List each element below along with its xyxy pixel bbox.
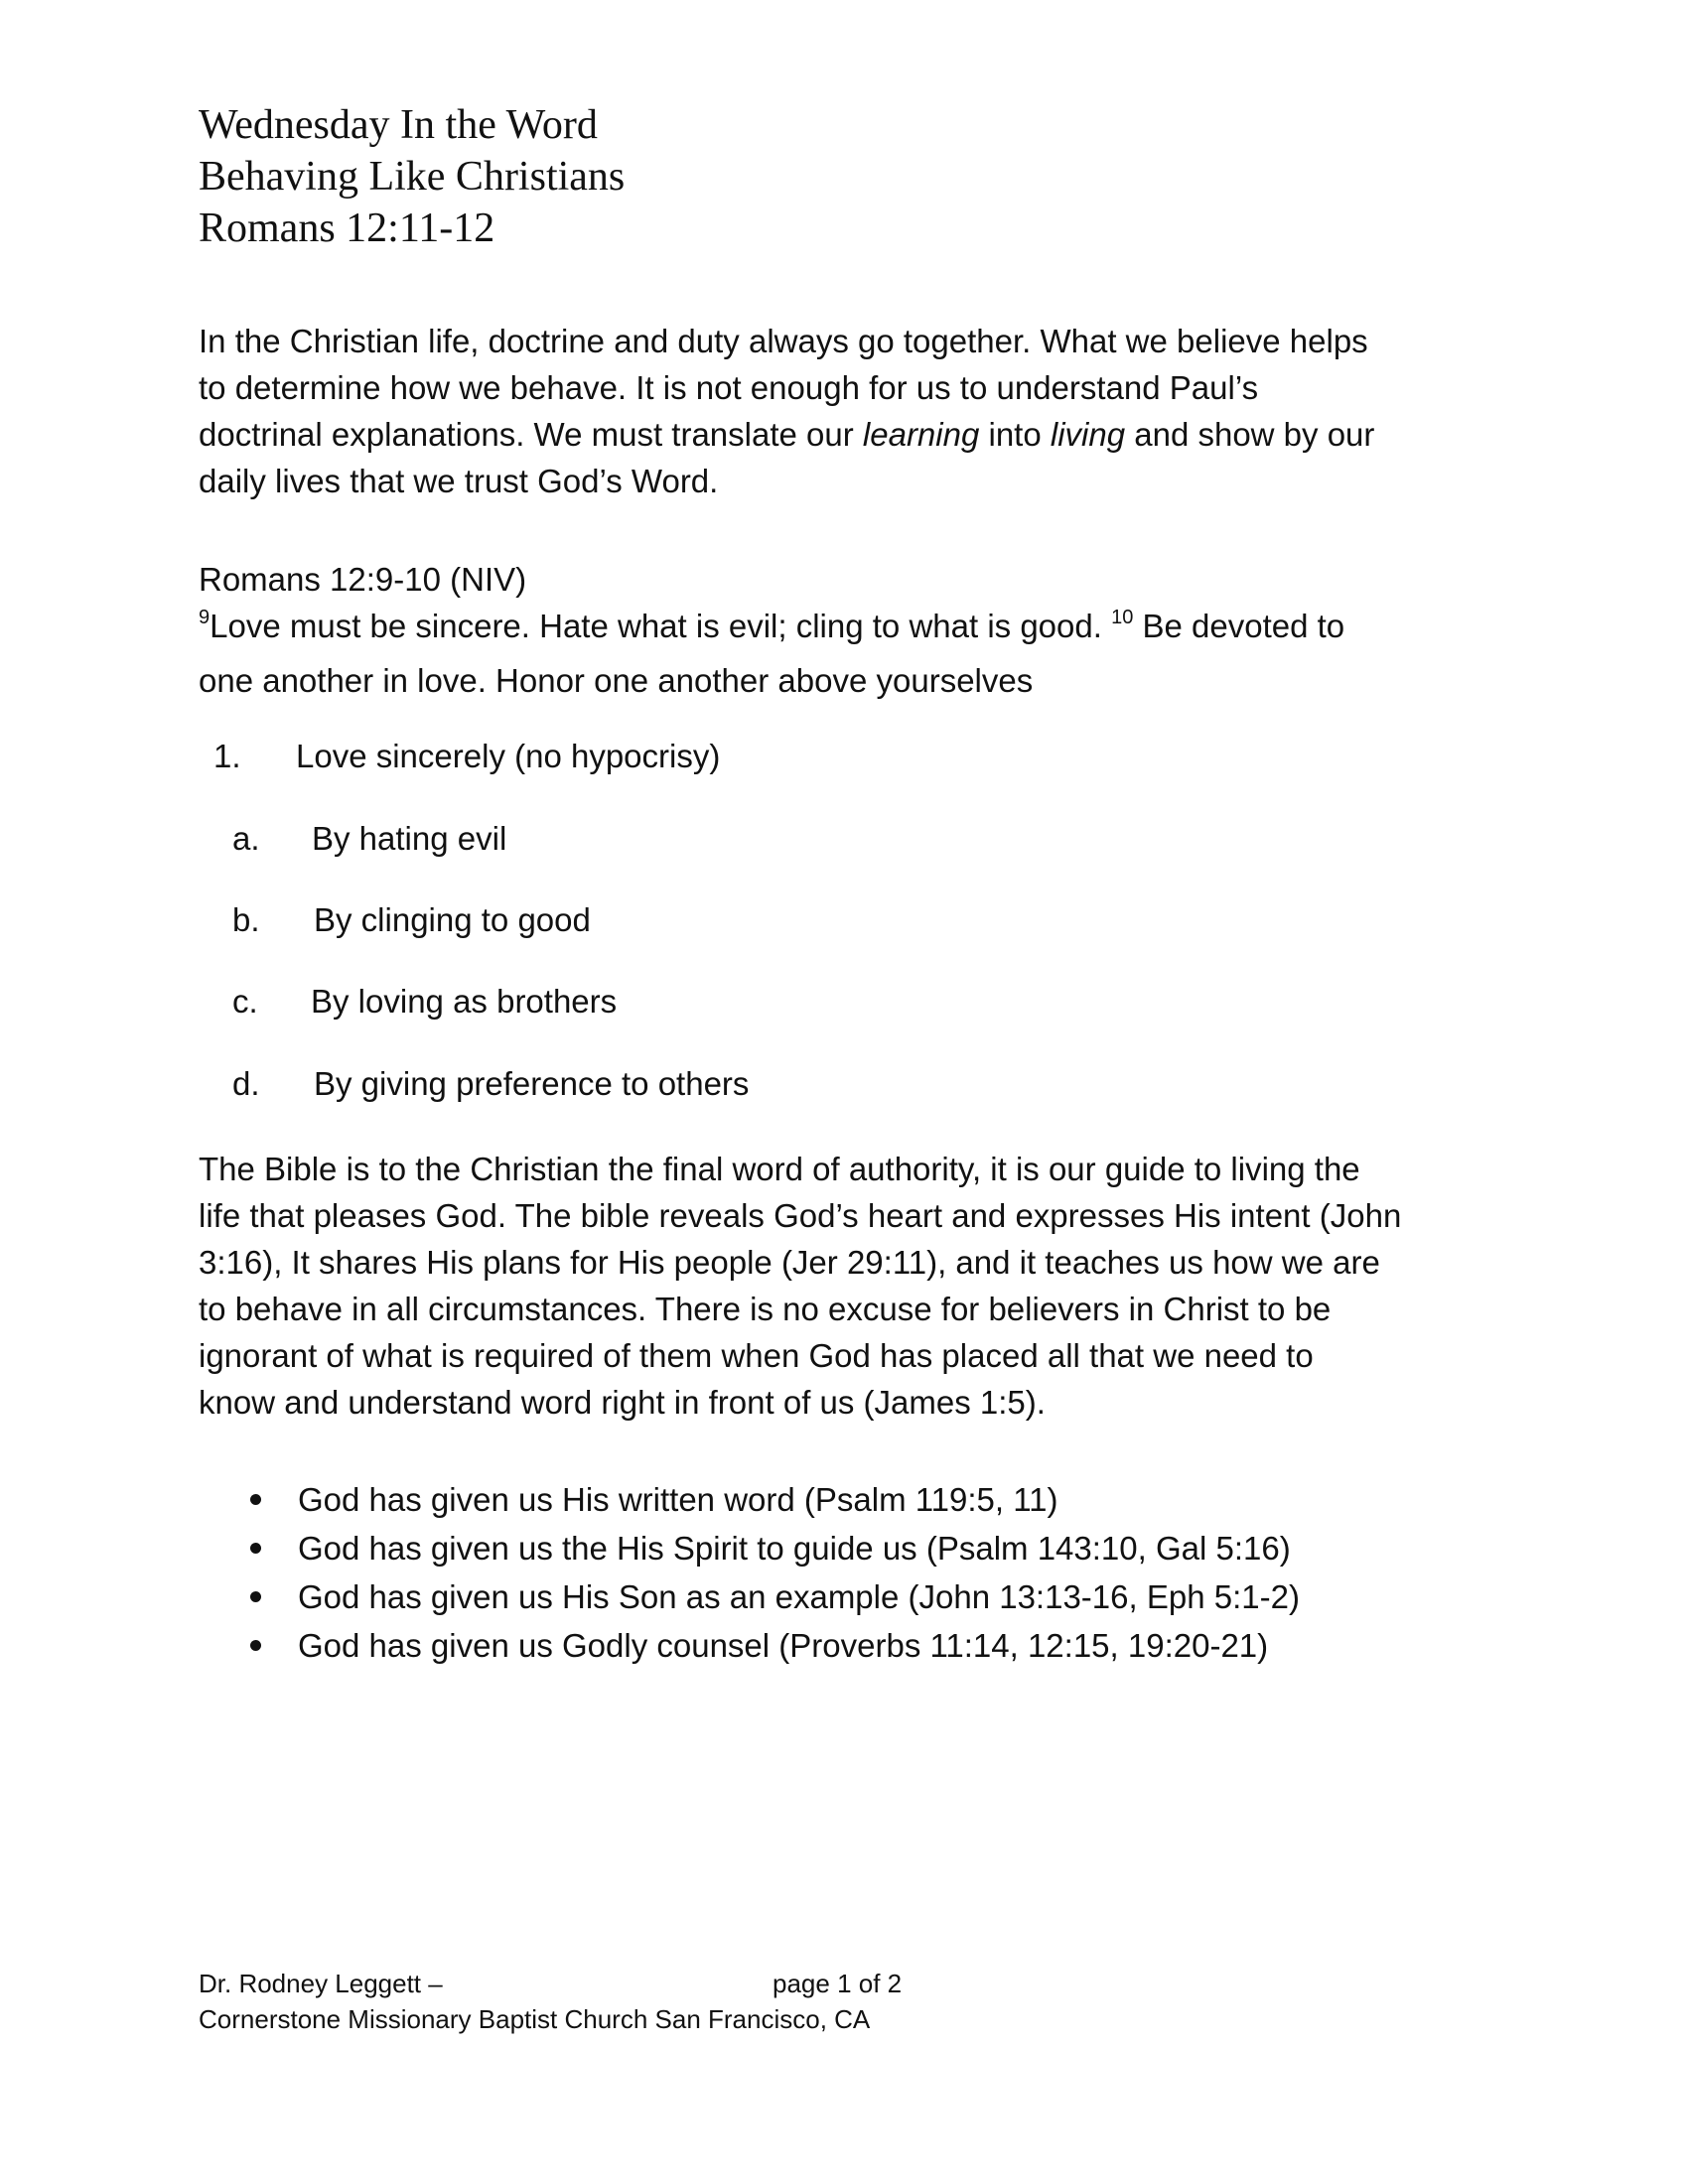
paragraph-line: know and understand word right in front of us (James 1:5). bbox=[199, 1384, 1046, 1421]
verse-text: Love must be sincere. Hate what is evil; cling to what is good. bbox=[210, 608, 1112, 644]
list-item bbox=[250, 1524, 1300, 1572]
document-header bbox=[199, 99, 625, 254]
paragraph-line: ignorant of what is required of them when God has placed all that we need to bbox=[199, 1337, 1314, 1374]
intro-text: and show by our bbox=[1125, 416, 1375, 453]
provision-bullet-list bbox=[250, 1475, 1300, 1670]
lesson-title: Behaving Like Christians bbox=[199, 154, 626, 200]
page-footer bbox=[199, 1966, 870, 2037]
bullet-text: God has given us His written word (Psalm 119:5, 11) bbox=[298, 1481, 1058, 1518]
list-item bbox=[250, 1572, 1300, 1621]
intro-line: daily lives that we trust God’s Word. bbox=[199, 463, 719, 499]
outline-text: By loving as brothers bbox=[311, 983, 618, 1020]
emphasis-learning: learning bbox=[862, 416, 980, 453]
verse-line bbox=[199, 603, 1344, 649]
bullet-icon bbox=[250, 1543, 261, 1554]
paragraph-line: The Bible is to the Christian the final word of authority, it is our guide to living the bbox=[199, 1151, 1360, 1187]
intro-text: into bbox=[979, 416, 1051, 453]
intro-paragraph bbox=[199, 318, 1499, 504]
verse-text: Be devoted to bbox=[1133, 608, 1345, 644]
list-item bbox=[250, 1475, 1300, 1524]
outline-marker: 1. bbox=[213, 738, 241, 774]
outline-text: By hating evil bbox=[312, 820, 507, 857]
bullet-text: God has given us His Son as an example (John 13:13-16, Eph 5:1-2) bbox=[298, 1578, 1300, 1615]
bullet-text: God has given us Godly counsel (Proverbs 11:14, 12:15, 19:20-21) bbox=[298, 1627, 1269, 1664]
intro-line: In the Christian life, doctrine and duty always go together. What we believe helps bbox=[199, 323, 1368, 359]
intro-line: to determine how we behave. It is not enough for us to understand Paul’s bbox=[199, 369, 1259, 406]
paragraph-line: life that pleases God. The bible reveals God’s heart and expresses His intent (John bbox=[199, 1197, 1402, 1234]
bullet-text: God has given us the His Spirit to guide us (Psalm 143:10, Gal 5:16) bbox=[298, 1530, 1291, 1567]
outline-text: Love sincerely (no hypocrisy) bbox=[296, 738, 721, 774]
verse-number: 9 bbox=[199, 607, 211, 628]
verse-number: 10 bbox=[1111, 607, 1134, 628]
outline-marker: d. bbox=[232, 1065, 260, 1102]
bullet-icon bbox=[250, 1640, 261, 1651]
series-title: Wednesday In the Word bbox=[199, 102, 598, 148]
footer-author: Dr. Rodney Leggett – bbox=[199, 1969, 443, 1998]
verse-line: one another in love. Honor one another above yourselves bbox=[199, 662, 1034, 699]
paragraph-line: 3:16), It shares His plans for His people (Jer 29:11), and it teaches us how we are bbox=[199, 1244, 1380, 1281]
bullet-icon bbox=[250, 1494, 261, 1505]
bullet-icon bbox=[250, 1591, 261, 1602]
outline-text: By giving preference to others bbox=[314, 1065, 750, 1102]
scripture-title: Romans 12:11-12 bbox=[199, 205, 495, 251]
bible-authority-paragraph bbox=[199, 1146, 1499, 1426]
outline-marker: a. bbox=[232, 820, 260, 857]
outline-marker: c. bbox=[232, 983, 258, 1020]
outline-marker: b. bbox=[232, 901, 260, 938]
intro-line bbox=[199, 411, 1499, 458]
list-item bbox=[250, 1621, 1300, 1670]
footer-church: Cornerstone Missionary Baptist Church San Francisco, CA bbox=[199, 2004, 871, 2034]
emphasis-living: living bbox=[1050, 416, 1126, 453]
paragraph-line: to behave in all circumstances. There is no excuse for believers in Christ to be bbox=[199, 1291, 1332, 1327]
scripture-reference: Romans 12:9-10 (NIV) bbox=[199, 561, 527, 598]
intro-text: doctrinal explanations. We must translate our bbox=[199, 416, 863, 453]
outline-text: By clinging to good bbox=[314, 901, 591, 938]
page-number: page 1 of 2 bbox=[773, 1969, 903, 1998]
